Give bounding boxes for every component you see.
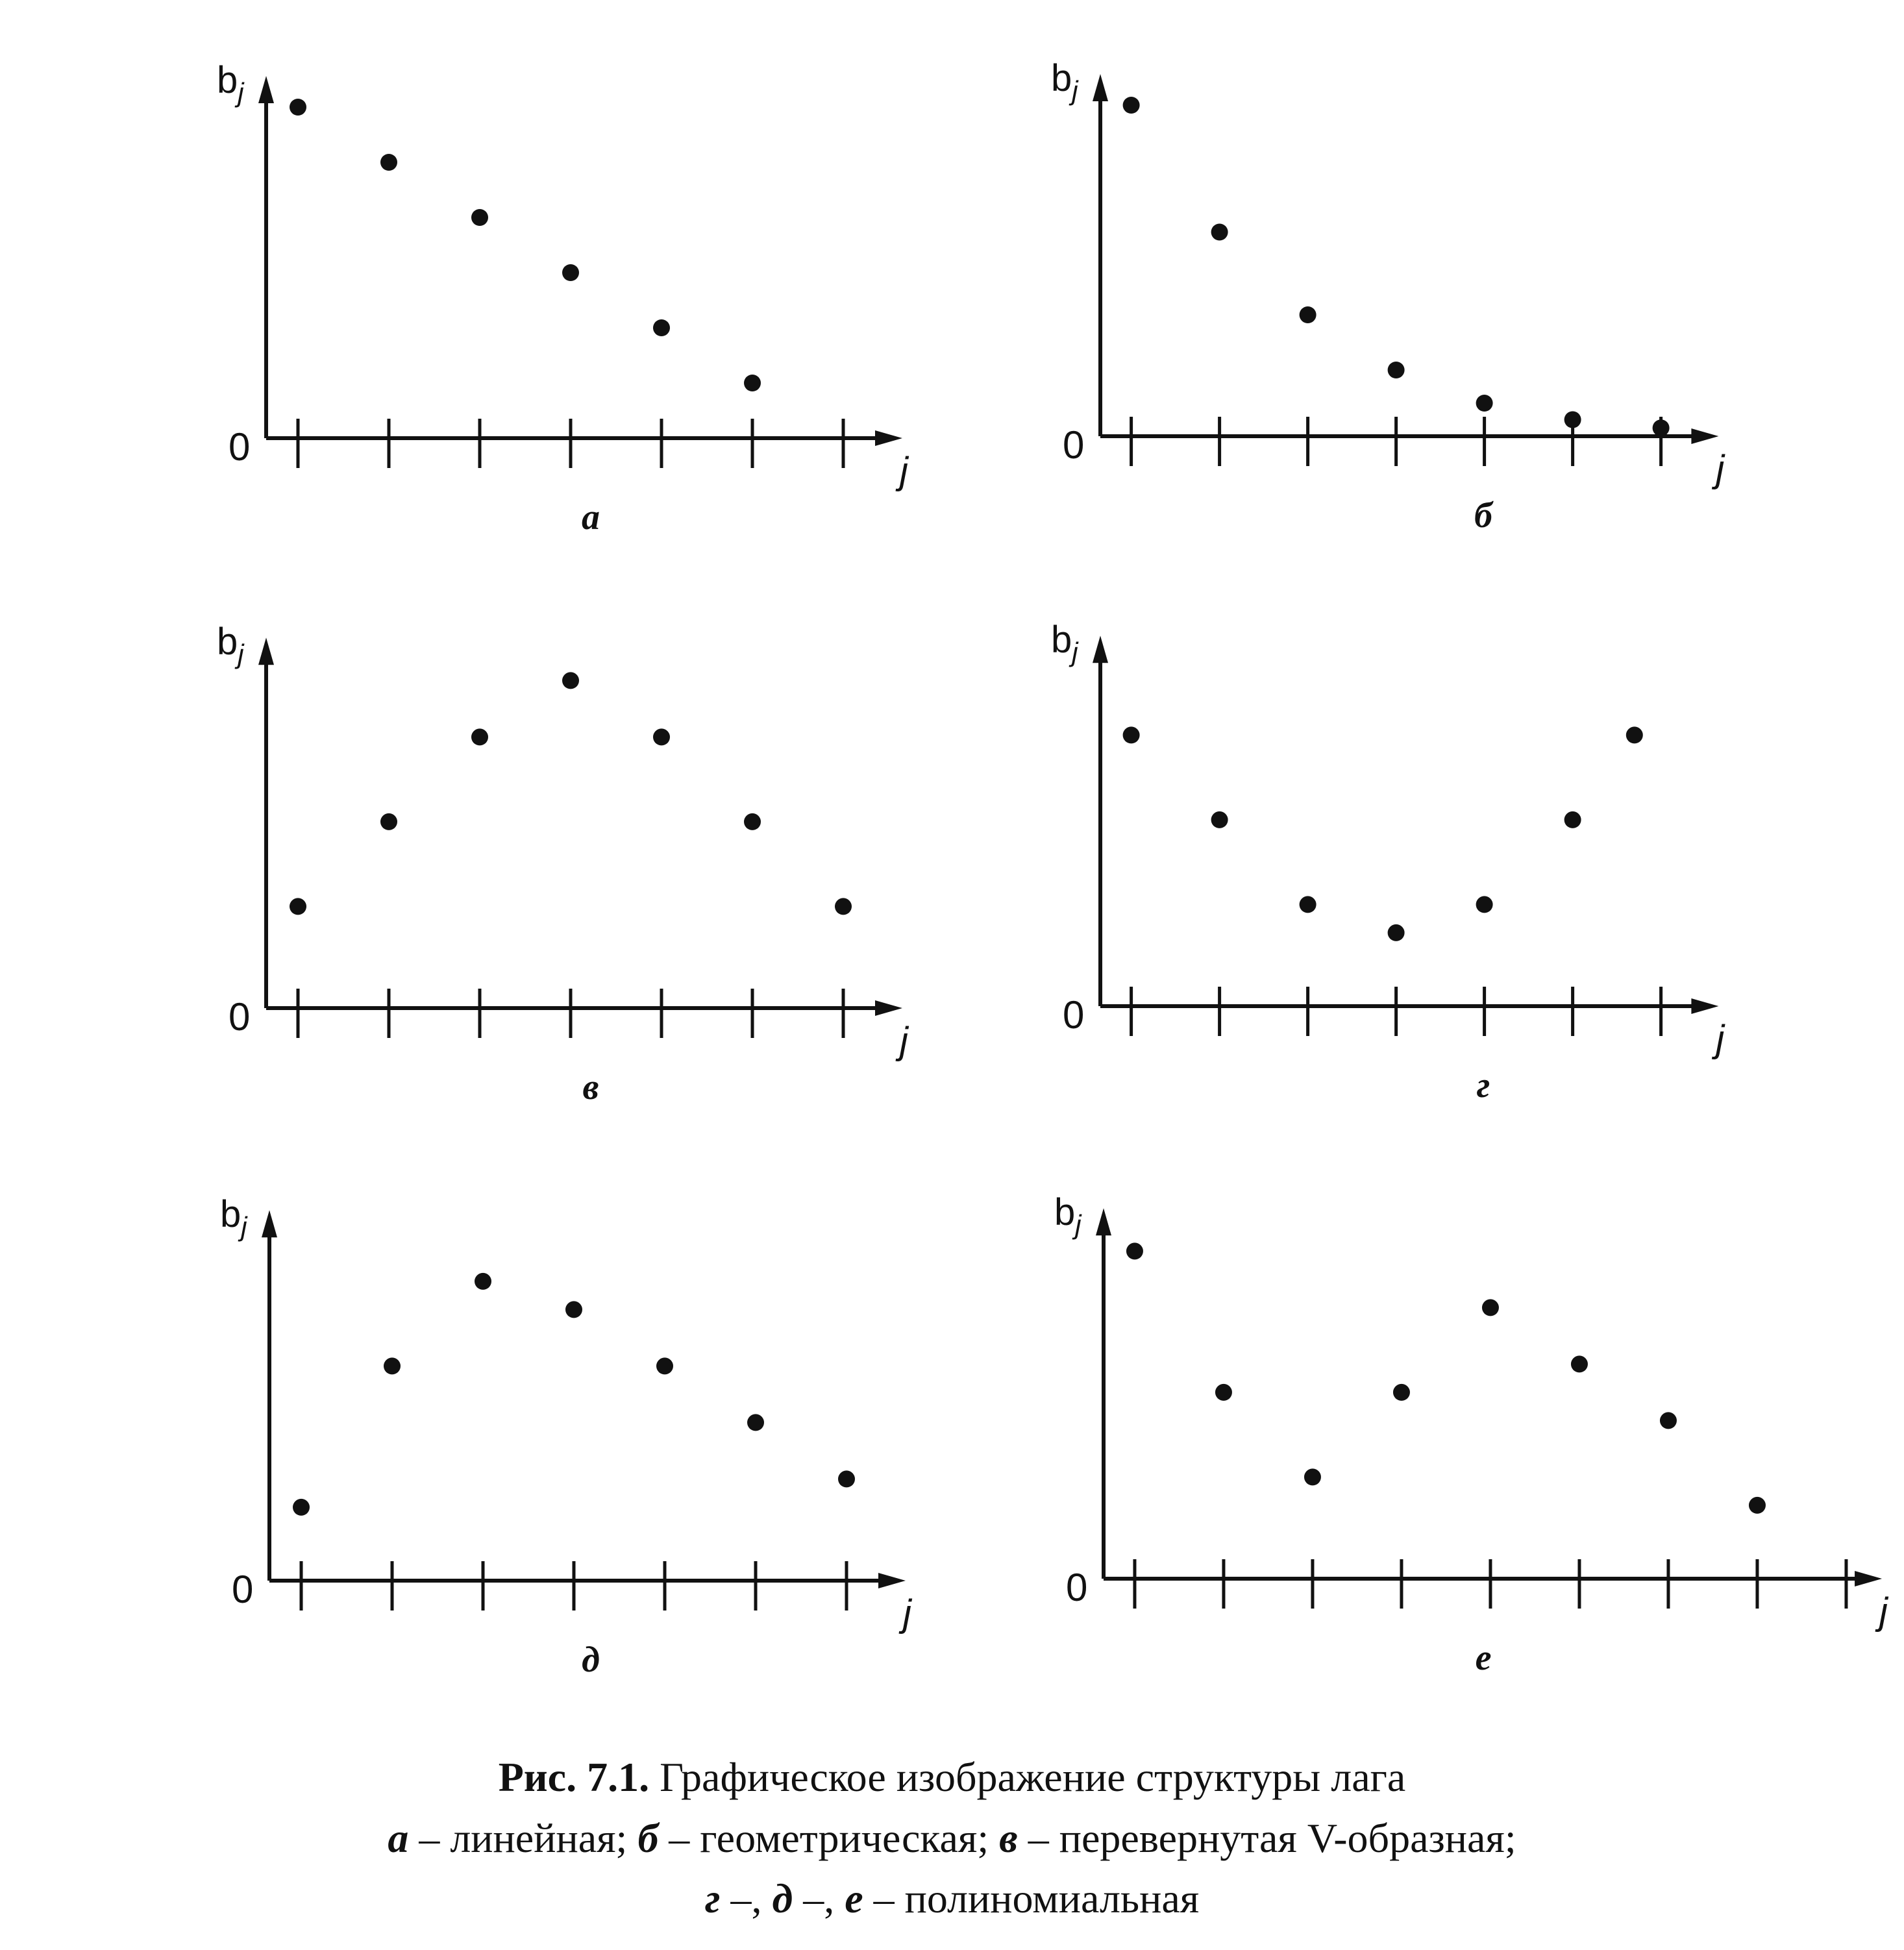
data-point <box>1653 419 1670 436</box>
data-point <box>1300 306 1317 323</box>
data-point <box>1476 896 1493 913</box>
caption-line-2-segment-1: –, <box>720 1875 773 1921</box>
x-axis-arrow <box>1855 1571 1882 1586</box>
data-point <box>471 209 488 226</box>
x-axis-arrow <box>875 1000 902 1016</box>
data-point <box>1393 1384 1410 1401</box>
y-axis-label <box>217 621 245 669</box>
data-point <box>1304 1468 1321 1485</box>
data-point <box>1388 362 1405 378</box>
data-point <box>1123 726 1140 743</box>
data-point <box>1388 924 1405 941</box>
data-point <box>1482 1299 1499 1316</box>
data-point <box>290 99 306 116</box>
y-axis-arrow <box>258 76 274 103</box>
caption-title <box>0 1754 1904 1800</box>
x-axis-label: j <box>1716 448 1725 490</box>
x-axis-label: j <box>900 1020 908 1062</box>
y-axis-label-subscript: j <box>238 639 244 670</box>
data-point <box>1300 896 1317 913</box>
data-point <box>744 375 761 391</box>
chart-panel-1 <box>217 59 909 537</box>
y-axis-label-subscript: j <box>1075 1209 1082 1240</box>
data-point <box>838 1470 855 1487</box>
y-axis-label <box>220 1193 248 1242</box>
y-axis-label-subscript: j <box>241 1211 247 1242</box>
chart-panel-5 <box>220 1193 913 1680</box>
data-point <box>1215 1384 1232 1401</box>
data-point <box>1660 1412 1677 1429</box>
origin-label: 0 <box>1063 993 1085 1037</box>
data-point <box>1123 97 1140 114</box>
y-axis-label <box>1051 619 1079 667</box>
x-axis-arrow <box>1691 428 1718 444</box>
y-axis-label <box>1054 1191 1082 1240</box>
data-point <box>1571 1355 1588 1372</box>
caption-legend-line-1 <box>0 1815 1904 1861</box>
x-axis-arrow <box>1691 998 1718 1014</box>
caption-legend-line-2 <box>0 1875 1904 1921</box>
data-point <box>380 154 397 171</box>
origin-label: 0 <box>1063 423 1085 467</box>
data-point <box>380 813 397 830</box>
caption-figure-number: Рис. 7.1. <box>498 1754 650 1800</box>
caption-line-2-segment-0: г <box>704 1875 721 1921</box>
caption-line-1-segment-1: – линейная; <box>408 1815 638 1861</box>
y-axis-arrow <box>1093 74 1108 101</box>
data-point <box>656 1357 673 1374</box>
data-point <box>653 728 670 745</box>
data-point <box>1211 224 1228 241</box>
data-point <box>562 672 579 689</box>
data-point <box>744 813 761 830</box>
data-point <box>1564 412 1581 428</box>
origin-label: 0 <box>232 1568 254 1611</box>
caption-line-1-segment-2: б <box>637 1815 659 1861</box>
x-axis-label: j <box>1879 1590 1888 1633</box>
caption-line-1-segment-5: – перевернутая V-образная; <box>1017 1815 1516 1861</box>
y-axis-label-base: b <box>1054 1191 1076 1234</box>
chart-panel-3 <box>217 621 909 1107</box>
caption-line-2-segment-4: е <box>845 1875 863 1921</box>
data-point <box>471 728 488 745</box>
x-axis-label: j <box>900 450 908 492</box>
y-axis-label-subscript: j <box>238 77 244 108</box>
y-axis-label-base: b <box>217 59 238 101</box>
x-axis-label: j <box>1716 1018 1725 1060</box>
panel-label: е <box>1475 1638 1492 1678</box>
caption-line-2-segment-5: – полиномиальная <box>863 1875 1200 1921</box>
data-point <box>1476 395 1493 412</box>
caption-line-1-segment-3: – геометрическая; <box>658 1815 1000 1861</box>
x-axis-arrow <box>878 1573 906 1588</box>
caption-line-1-segment-0: а <box>388 1815 409 1861</box>
y-axis-arrow <box>1096 1208 1111 1235</box>
chart-panel-4 <box>1051 619 1725 1105</box>
panel-label: г <box>1476 1065 1490 1105</box>
data-point <box>384 1357 401 1374</box>
data-point <box>747 1414 764 1431</box>
panel-label: д <box>582 1640 600 1680</box>
panel-label: в <box>582 1067 599 1107</box>
y-axis-label <box>1051 57 1079 106</box>
data-point <box>475 1273 491 1290</box>
data-point <box>835 898 852 915</box>
origin-label: 0 <box>1066 1566 1088 1609</box>
caption-line-1-segment-4: в <box>999 1815 1018 1861</box>
origin-label: 0 <box>229 995 251 1039</box>
y-axis-label-base: b <box>220 1193 241 1236</box>
y-axis-label-subscript: j <box>1072 637 1078 668</box>
data-point <box>562 264 579 281</box>
y-axis-label-subscript: j <box>1072 75 1078 106</box>
data-point <box>1564 811 1581 828</box>
panel-label: а <box>582 497 600 537</box>
y-axis-label-base: b <box>217 621 238 663</box>
x-axis-label: j <box>903 1592 911 1635</box>
data-point <box>1626 726 1643 743</box>
y-axis-label-base: b <box>1051 619 1072 661</box>
chart-panel-2 <box>1051 57 1725 536</box>
panel-label: б <box>1474 495 1492 536</box>
chart-panel-6 <box>1054 1191 1889 1678</box>
y-axis-arrow <box>1093 636 1108 663</box>
x-axis-arrow <box>875 430 902 446</box>
y-axis-label-base: b <box>1051 57 1072 99</box>
caption-title-text: Графическое изображение структуры лага <box>649 1754 1406 1800</box>
y-axis-arrow <box>262 1210 277 1237</box>
caption-line-2-segment-2: д <box>772 1875 793 1921</box>
y-axis-arrow <box>258 637 274 665</box>
data-point <box>653 319 670 336</box>
data-point <box>293 1499 310 1516</box>
data-point <box>1126 1242 1143 1259</box>
y-axis-label <box>217 59 245 108</box>
caption-line-2-segment-3: –, <box>793 1875 845 1921</box>
origin-label: 0 <box>229 425 251 469</box>
data-point <box>1211 811 1228 828</box>
data-point <box>1749 1497 1766 1514</box>
data-point <box>565 1301 582 1318</box>
data-point <box>290 898 306 915</box>
